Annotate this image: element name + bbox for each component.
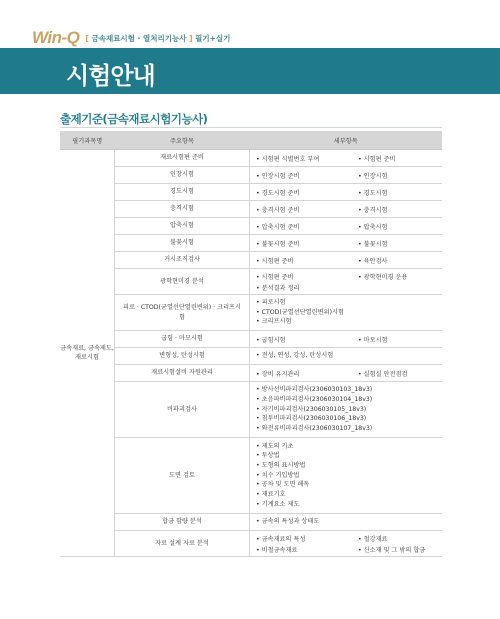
detail-item: • 철강재료 [358,534,442,543]
detail-item: • 불꽃시험 [358,239,442,248]
detail-cell [250,150,443,167]
header-main-item: 주요항목 [115,131,250,150]
detail-list [256,298,442,327]
detail-item: • 와전류비파괴검사(2306030107_18v3) [256,424,442,434]
series-title [85,33,230,44]
detail-item: • 시험편 준비 [358,154,442,163]
detail-item: • 충격시험 [358,205,442,214]
main-item-cell: 불꽃시험 [115,235,250,252]
detail-list [256,272,442,292]
table-row [60,150,442,167]
detail-list [256,385,442,433]
table-row [60,382,442,438]
main-item-cell: 피로 · CTOD(균열선단열린변위) · 크리프시험 [115,295,250,331]
detail-item: • CTOD(균열선단열린변위)시험 [256,308,442,318]
section-divider [60,127,442,128]
series-bracket-open: [ [85,33,89,43]
detail-item: • 치수 기입방법 [256,471,442,481]
detail-cell [250,167,443,184]
detail-cell [250,531,443,557]
main-item-cell: 거시조직검사 [115,252,250,269]
detail-cell [250,184,443,201]
detail-item: • 인장시험 준비 [256,171,358,180]
detail-item: • 장비 유지관리 [256,369,358,378]
detail-cell [250,201,443,218]
detail-item: • 도형의 표시방법 [256,461,442,471]
detail-list [256,222,442,231]
detail-list [256,517,442,527]
table-row [60,201,442,218]
detail-cell [250,348,443,365]
table-row [60,167,442,184]
main-item-cell: 충격시험 [115,201,250,218]
table-row [60,295,442,331]
detail-item: • 시험편 준비 [256,256,358,265]
main-item-cell: 자료 설계 자료 분석 [115,531,250,557]
table-row [60,348,442,365]
section-title: 출제기준(금속재료시험기능사) [60,112,208,126]
main-item-cell: 압축시험 [115,218,250,235]
detail-cell [250,514,443,531]
table-row [60,514,442,531]
main-item-cell: 합금 함량 분석 [115,514,250,531]
detail-cell [250,438,443,514]
detail-item: • 광학현미경 운용 [358,272,442,281]
main-item-cell: 비파괴검사 [115,382,250,438]
detail-item: • 굽힘시험 [256,335,358,344]
main-item-cell: 재료시험설비 자원관리 [115,365,250,382]
detail-item: • 불꽃시험 준비 [256,239,358,248]
detail-cell [250,382,443,438]
detail-item: • 육안검사 [358,256,442,265]
detail-list [256,188,442,197]
detail-item: • 피로시험 [256,298,442,308]
detail-list [256,239,442,248]
series-suffix: 필기+실기 [195,33,231,43]
main-item-cell: 변형성, 탄성시험 [115,348,250,365]
detail-list [256,335,442,344]
detail-item: • 분석결과 정리 [256,283,358,292]
detail-item: • 방사선비파괴검사(2306030103_18v3) [256,385,442,395]
detail-cell [250,218,443,235]
detail-item: • 초음파비파괴검사(2306030104_18v3) [256,395,442,405]
detail-item: • 압축시험 [358,222,442,231]
detail-list [256,154,442,163]
detail-item: • 크리프시험 [256,317,442,327]
detail-item: • 압축시험 준비 [256,222,358,231]
detail-item: • 비철금속재료 [256,545,358,554]
detail-list [256,256,442,265]
detail-item: • 자기비파괴검사(2306030105_18v3) [256,405,442,415]
detail-cell [250,365,443,382]
detail-item: • 시험편 준비 [256,272,358,281]
detail-item: • 경도시험 [358,188,442,197]
detail-cell [250,235,443,252]
detail-item: • 공차 및 도면 해독 [256,480,442,490]
detail-item: • 투상법 [256,451,442,461]
main-item-cell: 도면 검토 [115,438,250,514]
brand-header [32,29,230,47]
win-q-logo: Win-Q [32,28,80,47]
detail-cell [250,269,443,295]
table-row [60,365,442,382]
header-subject: 필기과목명 [60,131,115,150]
detail-list [256,205,442,214]
detail-cell [250,252,443,269]
subject-cell: 금속재료, 금속제도, 재료시험 [60,150,115,557]
main-item-cell: 재료시험편 준비 [115,150,250,167]
detail-list [256,351,442,361]
header-detail-item: 세부항목 [250,131,443,150]
exam-criteria-table [60,131,442,557]
detail-list [256,171,442,180]
series-name: 금속재료시험 · 열처리기능사 [91,33,187,43]
detail-item: • 실험실 안전점검 [358,369,442,378]
series-bracket-close: ] [189,33,193,43]
detail-item: • 시험편 식별번호 부여 [256,154,358,163]
detail-item: • 마모시험 [358,335,442,344]
table-row [60,218,442,235]
table-header-row [60,131,442,150]
detail-item: • 경도시험 준비 [256,188,358,197]
detail-item: • 전성, 연성, 강성, 탄성시험 [256,351,442,361]
main-item-cell: 인장시험 [115,167,250,184]
table-row [60,252,442,269]
detail-list [256,534,442,554]
table-row [60,269,442,295]
main-item-cell: 광학현미경 분석 [115,269,250,295]
detail-cell [250,295,443,331]
table-row [60,531,442,557]
detail-item: • 재료기호 [256,490,442,500]
detail-item: • 인장시험 [358,171,442,180]
main-item-cell: 경도시험 [115,184,250,201]
table-row [60,438,442,514]
detail-item: • 제도의 기초 [256,442,442,452]
page-title: 시험안내 [66,62,155,90]
detail-item: • 기계요소 제도 [256,500,442,510]
table-row [60,235,442,252]
detail-item: • 침투비파괴검사(2306030106_18v3) [256,414,442,424]
detail-list [256,369,442,378]
detail-item: • 금속의 특성과 상태도 [256,517,442,527]
detail-item: • 신소재 및 그 밖의 합금 [358,545,442,554]
detail-item: • 충격시험 준비 [256,205,358,214]
table-body [60,150,442,557]
table-row [60,184,442,201]
detail-list [256,442,442,509]
detail-item: • 금속재료의 특성 [256,534,358,543]
main-item-cell: 굽힘 · 마모시험 [115,331,250,348]
table-row [60,331,442,348]
detail-cell [250,331,443,348]
